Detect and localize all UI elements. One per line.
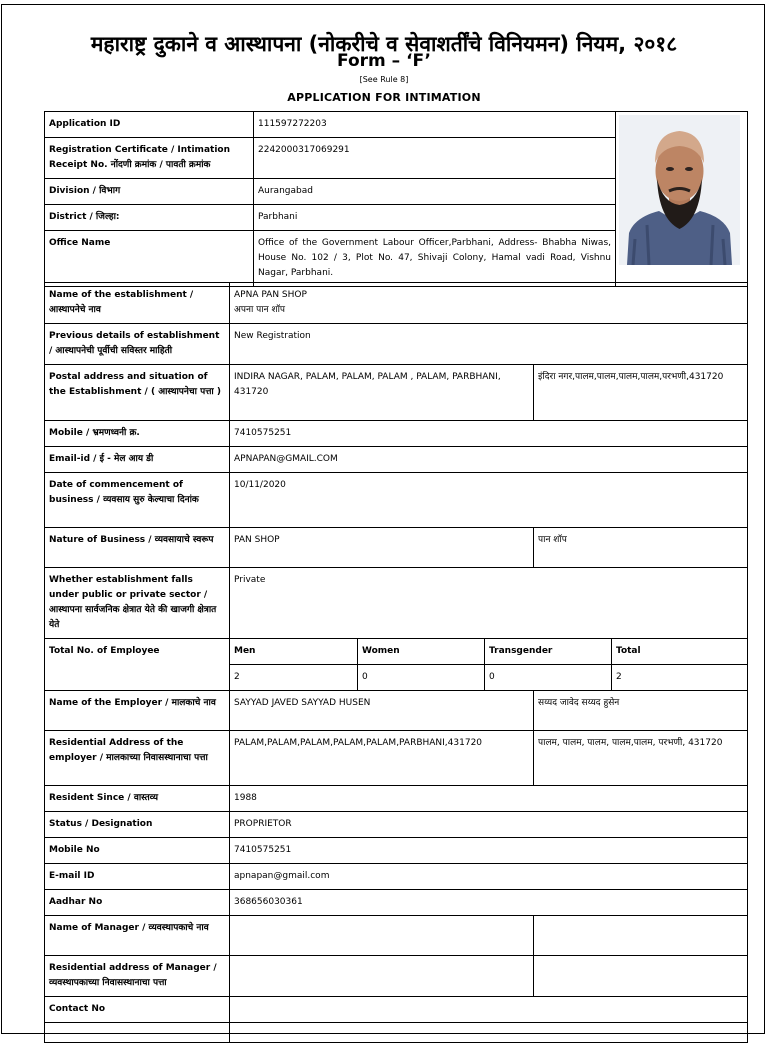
table-row	[45, 691, 748, 731]
applicant-photo	[619, 115, 740, 265]
table-row	[45, 528, 748, 568]
nature-of-business-value-mr: पान शॉप	[534, 528, 748, 568]
registration-certificate-label: Registration Certificate / Intimation Receipt No. नोंदणी क्रमांक / पावती क्रमांक	[45, 138, 254, 179]
employer-name-label: Name of the Employer / मालकाचे नाव	[45, 691, 230, 731]
table-row	[45, 324, 748, 365]
sector-value: Private	[230, 568, 748, 639]
employer-name-value-en: SAYYAD JAVED SAYYAD HUSEN	[230, 691, 534, 731]
manager-name-label: Name of Manager / व्यवस्थापकाचे नाव	[45, 916, 230, 956]
table-row	[45, 864, 748, 890]
table-row	[45, 956, 748, 997]
table-row	[45, 890, 748, 916]
email-id-value: apnapan@gmail.com	[230, 864, 748, 890]
table-row	[45, 421, 748, 447]
table-row	[45, 639, 748, 665]
cut-off-row-value	[230, 1023, 748, 1043]
mobile-value: 7410575251	[230, 421, 748, 447]
form-name: Form – ‘F’	[337, 51, 431, 71]
previous-details-label: Previous details of establishment / आस्थापनेची पूर्वीची सविस्तर माहिती	[45, 324, 230, 365]
email-id-label: E-mail ID	[45, 864, 230, 890]
mobile-no-label: Mobile No	[45, 838, 230, 864]
table-row	[45, 568, 748, 639]
total-value: 2	[612, 665, 748, 691]
manager-name-value-en	[230, 916, 534, 956]
applicant-photo-image	[619, 115, 740, 265]
contact-no-label: Contact No	[45, 997, 230, 1023]
division-label: Division / विभाग	[45, 179, 254, 205]
table-row	[45, 112, 748, 138]
previous-details-value: New Registration	[230, 324, 748, 365]
employer-address-value-mr: पालम, पालम, पालम, पालम,पालम, परभणी, 431720	[534, 731, 748, 786]
division-value: Aurangabad	[254, 179, 616, 205]
table-row	[45, 838, 748, 864]
table-row	[45, 916, 748, 956]
contact-no-value	[230, 997, 748, 1023]
resident-since-label: Resident Since / वास्तव्य	[45, 786, 230, 812]
status-label: Status / Designation	[45, 812, 230, 838]
office-name-value: Office of the Government Labour Officer,Parbhani, Address- Bhabha Niwas, House No. 102 / 3, Plot No. 47, Shivaji Colony, Hamal vadi Road, Vishnu Nagar, Parbhani.	[254, 231, 616, 287]
form-title-marathi: महाराष्ट्र दुकाने व आस्थापना (नोकरीचे व सेवाशर्तींचे विनियमन) नियम, २०१८	[90, 32, 678, 56]
rule-reference: [See Rule 8]	[359, 75, 409, 84]
postal-address-value-en: INDIRA NAGAR, PALAM, PALAM, PALAM , PALAM, PARBHANI, 431720	[230, 365, 534, 421]
application-id-value: 111597272203	[254, 112, 616, 138]
table-row	[45, 1023, 748, 1043]
email-value: APNAPAN@GMAIL.COM	[230, 447, 748, 473]
office-name-label: Office Name	[45, 231, 254, 287]
sector-label: Whether establishment falls under public or private sector / आस्थापना सार्वजनिक क्षेत्रात येते की खाजगी क्षेत्रात येते	[45, 568, 230, 639]
table-row	[45, 812, 748, 838]
establishment-name-value-mr: अपना पान शॉप	[234, 305, 286, 315]
employer-address-label: Residential Address of the employer / मालकाच्या निवासस्थानाचा पत्ता	[45, 731, 230, 786]
employer-address-value-en: PALAM,PALAM,PALAM,PALAM,PALAM,PARBHANI,431720	[230, 731, 534, 786]
transgender-header: Transgender	[485, 639, 612, 665]
transgender-value: 0	[485, 665, 612, 691]
district-value: Parbhani	[254, 205, 616, 231]
aadhar-value: 368656030361	[230, 890, 748, 916]
table-row	[45, 447, 748, 473]
total-header: Total	[612, 639, 748, 665]
district-label: District / जिल्हा:	[45, 205, 254, 231]
resident-since-value: 1988	[230, 786, 748, 812]
photo-cell	[616, 112, 748, 287]
men-header: Men	[230, 639, 358, 665]
men-value: 2	[230, 665, 358, 691]
nature-of-business-value-en: PAN SHOP	[230, 528, 534, 568]
manager-address-value-en	[230, 956, 534, 997]
commencement-date-value: 10/11/2020	[230, 473, 748, 528]
application-id-label: Application ID	[45, 112, 254, 138]
aadhar-label: Aadhar No	[45, 890, 230, 916]
table-row	[45, 365, 748, 421]
registration-certificate-value: 2242000317069291	[254, 138, 616, 179]
application-info-table	[44, 111, 748, 287]
table-row	[45, 731, 748, 786]
status-value: PROPRIETOR	[230, 812, 748, 838]
form-subtitle: APPLICATION FOR INTIMATION	[287, 91, 481, 104]
table-row	[45, 786, 748, 812]
women-value: 0	[358, 665, 485, 691]
email-label: Email-id / ई - मेल आय डी	[45, 447, 230, 473]
table-row	[45, 283, 748, 324]
cut-off-row-label	[45, 1023, 230, 1043]
establishment-name-value-en: APNA PAN SHOP	[234, 290, 307, 300]
women-header: Women	[358, 639, 485, 665]
postal-address-value-mr: इंदिरा नगर,पालम,पालम,पालम,पालम,परभणी,431720	[534, 365, 748, 421]
mobile-label: Mobile / भ्रमणध्वनी क्र.	[45, 421, 230, 447]
total-employee-label: Total No. of Employee	[45, 639, 230, 691]
manager-address-label: Residential address of Manager / व्यवस्थापकाच्या निवासस्थानाचा पत्ता	[45, 956, 230, 997]
establishment-details-table	[44, 282, 748, 1043]
employer-name-value-mr: सय्यद जावेद सय्यद हुसेन	[534, 691, 748, 731]
establishment-name-label: Name of the establishment / आस्थापनेचे नाव	[45, 283, 230, 324]
nature-of-business-label: Nature of Business / व्यवसायाचे स्वरूप	[45, 528, 230, 568]
manager-name-value-mr	[534, 916, 748, 956]
table-row	[45, 997, 748, 1023]
commencement-date-label: Date of commencement of business / व्यवसाय सुरु केल्याचा दिनांक	[45, 473, 230, 528]
table-row	[45, 473, 748, 528]
postal-address-label: Postal address and situation of the Establishment / ( आस्थापनेचा पत्ता )	[45, 365, 230, 421]
mobile-no-value: 7410575251	[230, 838, 748, 864]
manager-address-value-mr	[534, 956, 748, 997]
